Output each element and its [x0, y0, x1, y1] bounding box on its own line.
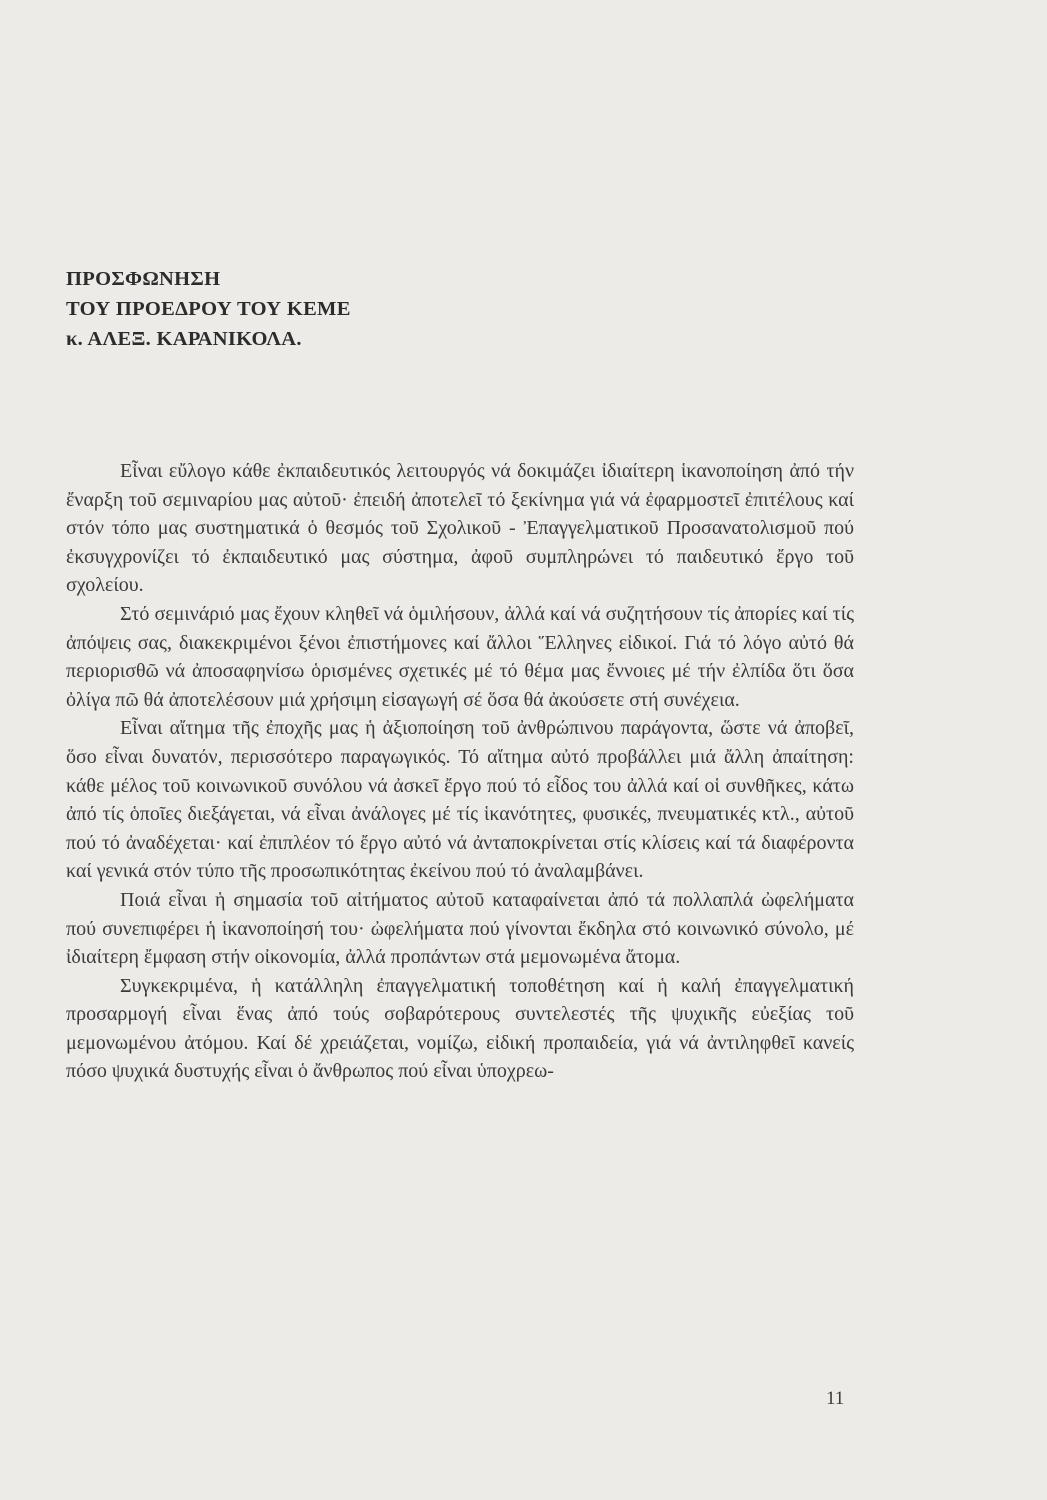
paragraph: Ποιά εἶναι ἡ σημασία τοῦ αἰτήματος αὐτοῦ καταφαίνεται ἀπό τά πολλαπλά ὠφελήματα πού συνεπιφέρει ἡ ἱκανοποίησή του· ὠφελήματα πού γίνονται ἔκδηλα στό κοινωνικό σύνολο, μέ ἰδιαίτερη ἔμφαση στήν οἰκονομία, ἀλλά προπάντων στά μεμονωμένα ἄτομα. [66, 888, 854, 969]
paragraph: Εἶναι αἴτημα τῆς ἐποχῆς μας ἡ ἀξιοποίηση τοῦ ἀνθρώπινου παράγοντα, ὥστε νά ἀποβεῖ, ὅσο εἶναι δυνατόν, περισσότερο παραγωγικός. Τό αἴτημα αὐτό προβάλλει μιά ἄλλη ἀπαίτηση: κάθε μέλος τοῦ κοινωνικοῦ συνόλου νά ἀσκεῖ ἔργο πού τό εἶδος του ἀλλά καί οἱ συνθῆκες, κάτω ἀπό τίς ὁποῖες διεξάγεται, νά εἶναι ἀνάλογες μέ τίς ἱκανότητες, φυσικές, πνευματικές κτλ., αὐτοῦ πού τό ἀναδέχεται· καί ἐπιπλέον τό ἔργο αὐτό νά ἀνταποκρίνεται στίς κλίσεις καί τά διαφέροντα καί γενικά στόν τύπο τῆς προσωπικότητας ἐκείνου πού τό ἀναλαμβάνει. [66, 717, 854, 883]
document-body [66, 457, 854, 1086]
paragraph: Εἶναι εὔλογο κάθε ἐκπαιδευτικός λειτουργός νά δοκιμάζει ἰδιαίτερη ἱκανοποίηση ἀπό τήν ἔναρξη τοῦ σεμιναρίου μας αὐτοῦ· ἐπειδή ἀποτελεῖ τό ξεκίνημα γιά νά ἐφαρμοστεῖ ἐπιτέλους καί στόν τόπο μας συστηματικά ὁ θεσμός τοῦ Σχολικοῦ - Ἐπαγγελματικοῦ Προσανατολισμοῦ πού ἐκσυγχρονίζει τό ἐκπαιδευτικό μας σύστημα, ἀφοῦ συμπληρώνει τό παιδευτικό ἔργο τοῦ σχολείου. [66, 460, 854, 597]
paragraph: Συγκεκριμένα, ἡ κατάλληλη ἐπαγγελματική τοποθέτηση καί ἡ καλή ἐπαγγελματική προσαρμογή εἶναι ἕνας ἀπό τούς σοβαρότερους συντελεστές τῆς ψυχικῆς εὐεξίας τοῦ μεμονωμένου ἀτόμου. Καί δέ χρειάζεται, νομίζω, εἰδική προπαιδεία, γιά νά ἀντιληφθεῖ κανείς πόσο ψυχικά δυστυχής εἶναι ὁ ἄνθρωπος πού εἶναι ὑποχρεω- [66, 974, 854, 1083]
heading-subtitle: ΤΟΥ ΠΡΟΕΔΡΟΥ ΤΟΥ ΚΕΜΕ [66, 298, 351, 320]
document-heading [66, 264, 351, 354]
paragraph: Στό σεμινάριό μας ἔχουν κληθεῖ νά ὁμιλήσουν, ἀλλά καί νά συζητήσουν τίς ἀπορίες καί τίς ἀπόψεις σας, διακεκριμένοι ξένοι ἐπιστήμονες καί ἄλλοι Ἕλληνες εἰδικοί. Γιά τό λόγο αὐτό θά περιορισθῶ νά ἀποσαφηνίσω ὁρισμένες σχετικές μέ τό θέμα μας ἔννοιες μέ τήν ἐλπίδα ὅτι ὅσα ὀλίγα πῶ θά ἀποτελέσουν μιά χρήσιμη εἰσαγωγή σέ ὅσα θά ἀκούσετε στή συνέχεια. [66, 602, 854, 711]
heading-title: ΠΡΟΣΦΩΝΗΣΗ [66, 268, 221, 290]
page-number: 11 [826, 1388, 845, 1409]
heading-author: κ. ΑΛΕΞ. ΚΑΡΑΝΙΚΟΛΑ. [66, 328, 302, 350]
